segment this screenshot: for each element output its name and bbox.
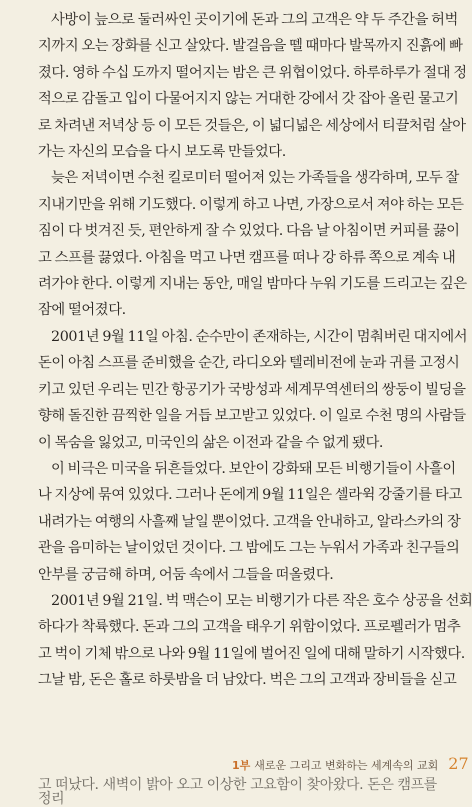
- text-line: 나 지상에 묶여 있었다. 그러나 돈에게 9월 11일은 셀라윅 강줄기를 타고: [38, 487, 462, 504]
- text-line: 내려가는 여행의 사흘째 날일 뿐이었다. 고객을 안내하고, 알라스카의 장: [38, 513, 461, 530]
- text-line: 안부를 궁금해 하며, 어둠 속에서 그들을 떠올렸다.: [38, 566, 334, 583]
- text-line: 관을 음미하는 날이었던 것이다. 그 밤에도 그는 누워서 가족과 친구들의: [38, 540, 460, 557]
- page-number: 27: [448, 754, 469, 773]
- paragraph-5: [38, 588, 472, 694]
- text-line: 돈이 아침 스프를 준비했을 순간, 라디오와 텔레비전에 눈과 귀를 고정시: [38, 355, 460, 372]
- text-line: 이 목숨을 잃었고, 미국인의 삶은 이전과 같을 수 없게 됐다.: [38, 434, 384, 451]
- paragraph-3: [38, 324, 468, 456]
- text-line: 늦은 저녁이면 수천 킬로미터 떨어져 있는 가족들을 생각하며, 모두 잘: [51, 170, 459, 187]
- text-line: 지내기만을 위해 기도했다. 이렇게 하고 나면, 가장으로서 져야 하는 모든: [38, 196, 464, 213]
- text-line: 적으로 감돌고 입이 다물어지지 않는 거대한 강에서 갓 잡아 올린 물고기: [38, 91, 459, 108]
- text-line: 고 스프를 끓였다. 아침을 먹고 나면 캠프를 떠나 강 하류 쪽으로 계속 내: [38, 249, 456, 266]
- body-text: [38, 7, 472, 694]
- text-line: 지까지 오는 장화를 신고 살았다. 발걸음을 뗄 때마다 발목까지 진흙에 빠: [38, 38, 463, 55]
- running-footer: [232, 754, 469, 773]
- text-line: 졌다. 영하 수십 도까지 떨어지는 밤은 큰 위협이었다. 하루하루가 절대 정: [38, 64, 467, 81]
- text-line: 짐이 다 벗겨진 듯, 편안하게 잘 수 있었다. 다음 날 아침이면 커피를 끓이: [38, 223, 460, 240]
- text-line: 가는 자신의 모습을 다시 보도록 만들었다.: [38, 144, 286, 161]
- text-line: 하다가 착륙했다. 돈과 그의 고객을 태우기 위함이었다. 프로펠러가 멈추: [38, 619, 461, 636]
- paragraph-4: [38, 456, 462, 588]
- text-line: 로 차려낸 저녁상 등 이 모든 것들은, 이 넓디넓은 세상에서 티끌처럼 살아: [38, 117, 466, 134]
- text-line: 고 벅이 기체 밖으로 나와 9월 11일에 벌어진 일에 대해 말하기 시작했다.: [38, 645, 465, 662]
- text-line: 향해 돌진한 끔찍한 일을 거듭 보고받고 있었다. 이 일로 수천 명의 사람들: [38, 408, 466, 425]
- paragraph-2: [38, 165, 467, 323]
- text-line: 잠에 떨어졌다.: [38, 302, 126, 319]
- text-line: 2001년 9월 21일. 벅 맥슨이 모는 비행기가 다른 작은 호수 상공을 선회: [51, 592, 472, 609]
- part-label: 1부: [232, 759, 251, 772]
- text-line: 사방이 늪으로 둘러싸인 곳이기에 돈과 그의 고객은 약 두 주간을 허벅: [51, 12, 458, 28]
- text-line: 려가야 한다. 이렇게 지내는 동안, 매일 밤마다 누워 기도를 드리고는 깊은: [38, 276, 467, 293]
- text-line: 키고 있던 우리는 민간 항공기가 국방성과 세계무역센터의 쌍둥이 빌딩을: [38, 381, 466, 398]
- paragraph-1: [38, 7, 467, 165]
- cut-off-text: 고 떠났다. 새벽이 밝아 오고 이상한 고요함이 찾아왔다. 돈은 캠프를 정리: [38, 777, 437, 807]
- text-line: 이 비극은 미국을 뒤흔들었다. 보안이 강화돼 모든 비행기들이 사흘이: [51, 460, 456, 477]
- cut-off-line: [38, 777, 450, 807]
- text-line: 2001년 9월 11일 아침. 순수만이 존재하는, 시간이 멈춰버린 대지에서: [51, 328, 468, 345]
- text-line: 그날 밤, 돈은 홀로 하룻밤을 더 남았다. 벅은 그의 고객과 장비들을 싣고: [38, 672, 457, 689]
- section-title: 새로운 그리고 변화하는 세계속의 교회: [254, 759, 439, 772]
